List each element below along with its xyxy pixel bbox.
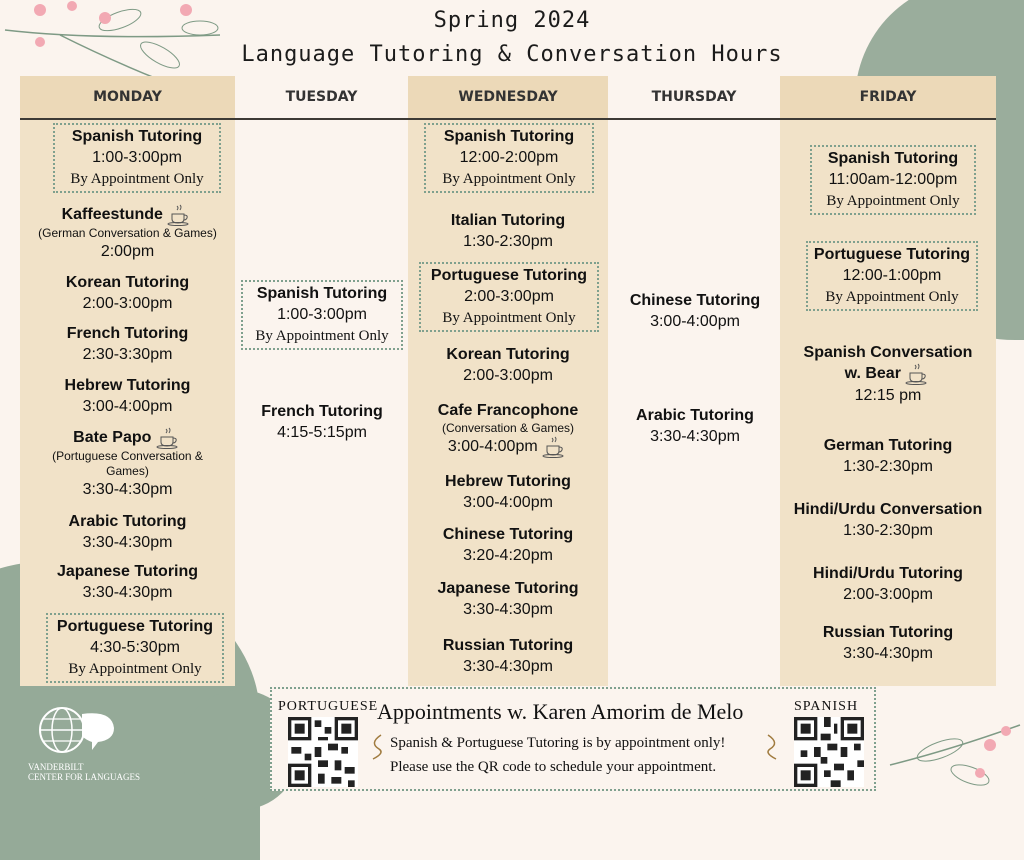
entry-name: Kaffeestunde xyxy=(61,206,163,224)
schedule-entry xyxy=(410,345,606,387)
entry-name: Korean Tutoring xyxy=(446,346,570,363)
entry-time: 1:30-2:30pm xyxy=(843,458,933,475)
entry-time: 2:00-3:00pm xyxy=(464,288,554,305)
entry-time: 3:20-4:20pm xyxy=(463,547,553,564)
entry-time: 4:30-5:30pm xyxy=(90,639,180,656)
entry-name: Bate Papo xyxy=(73,429,152,447)
appointment-note: By Appointment Only xyxy=(70,171,204,187)
entry-name: French Tutoring xyxy=(261,403,383,420)
entry-time: 1:00-3:00pm xyxy=(92,149,182,166)
entry-time: 2:00-3:00pm xyxy=(843,586,933,603)
entry-name: Spanish Conversation xyxy=(803,344,973,361)
schedule-entry xyxy=(53,123,221,193)
day-header-thursday: THURSDAY xyxy=(651,89,737,105)
entry-name: Arabic Tutoring xyxy=(68,513,187,530)
schedule-entry xyxy=(610,406,780,448)
appointment-note: By Appointment Only xyxy=(68,661,202,677)
entry-name: Hindi/Urdu Conversation xyxy=(793,501,983,518)
entry-time: 3:30-4:30pm xyxy=(843,645,933,662)
schedule-entry xyxy=(410,636,606,678)
floral-branch-bottom-right-icon xyxy=(880,705,1024,791)
entry-name: Spanish Tutoring xyxy=(256,285,388,302)
appointments-heading: Appointments w. Karen Amorim de Melo xyxy=(377,699,744,724)
appointments-panel xyxy=(270,687,876,791)
entry-name: Spanish Tutoring xyxy=(71,128,203,145)
schedule-entry xyxy=(410,472,606,514)
entry-time: 3:30-4:30pm xyxy=(463,658,553,675)
qr-label-portuguese: PORTUGUESE xyxy=(278,699,379,714)
schedule-entry xyxy=(806,241,978,311)
entry-time: 12:15 pm xyxy=(854,387,922,404)
entry-name: Chinese Tutoring xyxy=(629,292,761,309)
schedule-entry xyxy=(241,280,403,350)
entry-name: Portuguese Tutoring xyxy=(430,267,588,284)
entry-time: 2:30-3:30pm xyxy=(82,346,173,363)
schedule-entry xyxy=(810,145,976,215)
vanderbilt-globe-logo-icon xyxy=(32,700,122,760)
schedule-entry xyxy=(782,436,994,478)
page-title-year: Spring 2024 xyxy=(433,8,591,33)
coffee-cup-icon xyxy=(542,436,568,458)
entry-subtitle: Games) xyxy=(106,464,149,478)
entry-time: 3:30-4:30pm xyxy=(82,481,173,498)
schedule-entry xyxy=(782,343,994,407)
day-header-monday: MONDAY xyxy=(20,76,235,118)
entry-name: Hindi/Urdu Tutoring xyxy=(813,565,963,582)
schedule-entry xyxy=(238,402,406,444)
entry-time: 11:00am-12:00pm xyxy=(828,171,958,188)
schedule-entry xyxy=(410,401,606,458)
schedule-entry xyxy=(410,211,606,253)
appointment-note: By Appointment Only xyxy=(442,171,576,187)
entry-time: 3:00-4:00pm xyxy=(447,438,538,456)
curly-arrow-right-icon xyxy=(762,733,782,763)
entry-name: Hebrew Tutoring xyxy=(445,473,571,490)
entry-name: Korean Tutoring xyxy=(65,274,190,291)
entry-time: 3:30-4:30pm xyxy=(82,584,173,601)
schedule-entry xyxy=(22,512,233,554)
entry-time: 2:00-3:00pm xyxy=(463,367,553,384)
entry-time: 2:00pm xyxy=(100,243,155,260)
entry-time: 1:00-3:00pm xyxy=(277,306,367,323)
schedule-entry xyxy=(46,613,224,683)
entry-name: German Tutoring xyxy=(823,437,953,454)
schedule-entry xyxy=(782,623,994,665)
entry-name: Spanish Tutoring xyxy=(443,128,575,145)
entry-name: Portuguese Tutoring xyxy=(56,618,214,635)
entry-time: 3:30-4:30pm xyxy=(650,428,740,445)
entry-name: Portuguese Tutoring xyxy=(813,246,971,263)
qr-code-portuguese-icon[interactable] xyxy=(288,717,358,787)
schedule-entry xyxy=(610,291,780,333)
qr-code-spanish-icon[interactable] xyxy=(794,717,864,787)
schedule-entry xyxy=(22,562,233,604)
entry-name: Chinese Tutoring xyxy=(442,526,574,543)
schedule-entry xyxy=(22,324,233,366)
coffee-cup-icon xyxy=(167,204,193,226)
entry-name: Japanese Tutoring xyxy=(437,580,579,597)
appointment-note: By Appointment Only xyxy=(255,328,389,344)
entry-time: 3:00-4:00pm xyxy=(650,313,740,330)
entry-name-line2: w. Bear xyxy=(844,365,901,383)
schedule-entry xyxy=(22,376,233,418)
appointment-notice-line1: Spanish & Portuguese Tutoring is by appointment only! xyxy=(390,735,726,751)
entry-time: 4:15-5:15pm xyxy=(277,424,367,441)
entry-subtitle: (Portuguese Conversation & xyxy=(52,449,203,463)
appointment-note: By Appointment Only xyxy=(442,310,576,326)
vanderbilt-logo-text: VANDERBILT CENTER FOR LANGUAGES xyxy=(28,762,141,782)
page-title: Language Tutoring & Conversation Hours xyxy=(241,42,783,67)
entry-name: Russian Tutoring xyxy=(442,637,574,654)
appointment-note: By Appointment Only xyxy=(826,193,960,209)
entry-time: 12:00-1:00pm xyxy=(842,267,942,284)
schedule-entry xyxy=(22,273,233,315)
entry-name: Hebrew Tutoring xyxy=(64,377,191,394)
appointment-notice-line2: Please use the QR code to schedule your appointment. xyxy=(390,759,717,775)
entry-time: 1:30-2:30pm xyxy=(463,233,553,250)
schedule-entry xyxy=(22,204,233,263)
entry-time: 12:00-2:00pm xyxy=(459,149,559,166)
entry-subtitle: (Conversation & Games) xyxy=(441,421,575,435)
appointment-note: By Appointment Only xyxy=(825,289,959,305)
day-header-wednesday: WEDNESDAY xyxy=(408,76,608,118)
entry-name: Italian Tutoring xyxy=(450,212,566,229)
schedule-entry xyxy=(22,427,233,501)
entry-time: 3:00-4:00pm xyxy=(463,494,553,511)
entry-name: Japanese Tutoring xyxy=(56,563,199,580)
entry-time: 3:30-4:30pm xyxy=(82,534,173,551)
entry-time: 3:30-4:30pm xyxy=(463,601,553,618)
entry-name: Cafe Francophone xyxy=(437,402,579,419)
day-header-tuesday: TUESDAY xyxy=(285,89,358,105)
entry-name: French Tutoring xyxy=(66,325,189,342)
coffee-cup-icon xyxy=(905,363,931,385)
entry-time: 3:00-4:00pm xyxy=(82,398,173,415)
schedule-entry xyxy=(419,262,599,332)
day-header-friday: FRIDAY xyxy=(780,76,996,118)
entry-name: Arabic Tutoring xyxy=(636,407,754,424)
entry-time: 2:00-3:00pm xyxy=(82,295,173,312)
header-divider xyxy=(20,118,996,120)
schedule-entry xyxy=(424,123,594,193)
curly-arrow-left-icon xyxy=(367,733,387,763)
coffee-cup-icon xyxy=(156,427,182,449)
entry-name: Spanish Tutoring xyxy=(827,150,959,167)
schedule-entry xyxy=(782,564,994,606)
schedule-entry xyxy=(410,525,606,567)
entry-name: Russian Tutoring xyxy=(822,624,954,641)
schedule-entry xyxy=(782,500,994,542)
entry-subtitle: (German Conversation & Games) xyxy=(38,226,217,240)
schedule-entry xyxy=(410,579,606,621)
entry-time: 1:30-2:30pm xyxy=(843,522,933,539)
qr-label-spanish: SPANISH xyxy=(794,699,859,714)
